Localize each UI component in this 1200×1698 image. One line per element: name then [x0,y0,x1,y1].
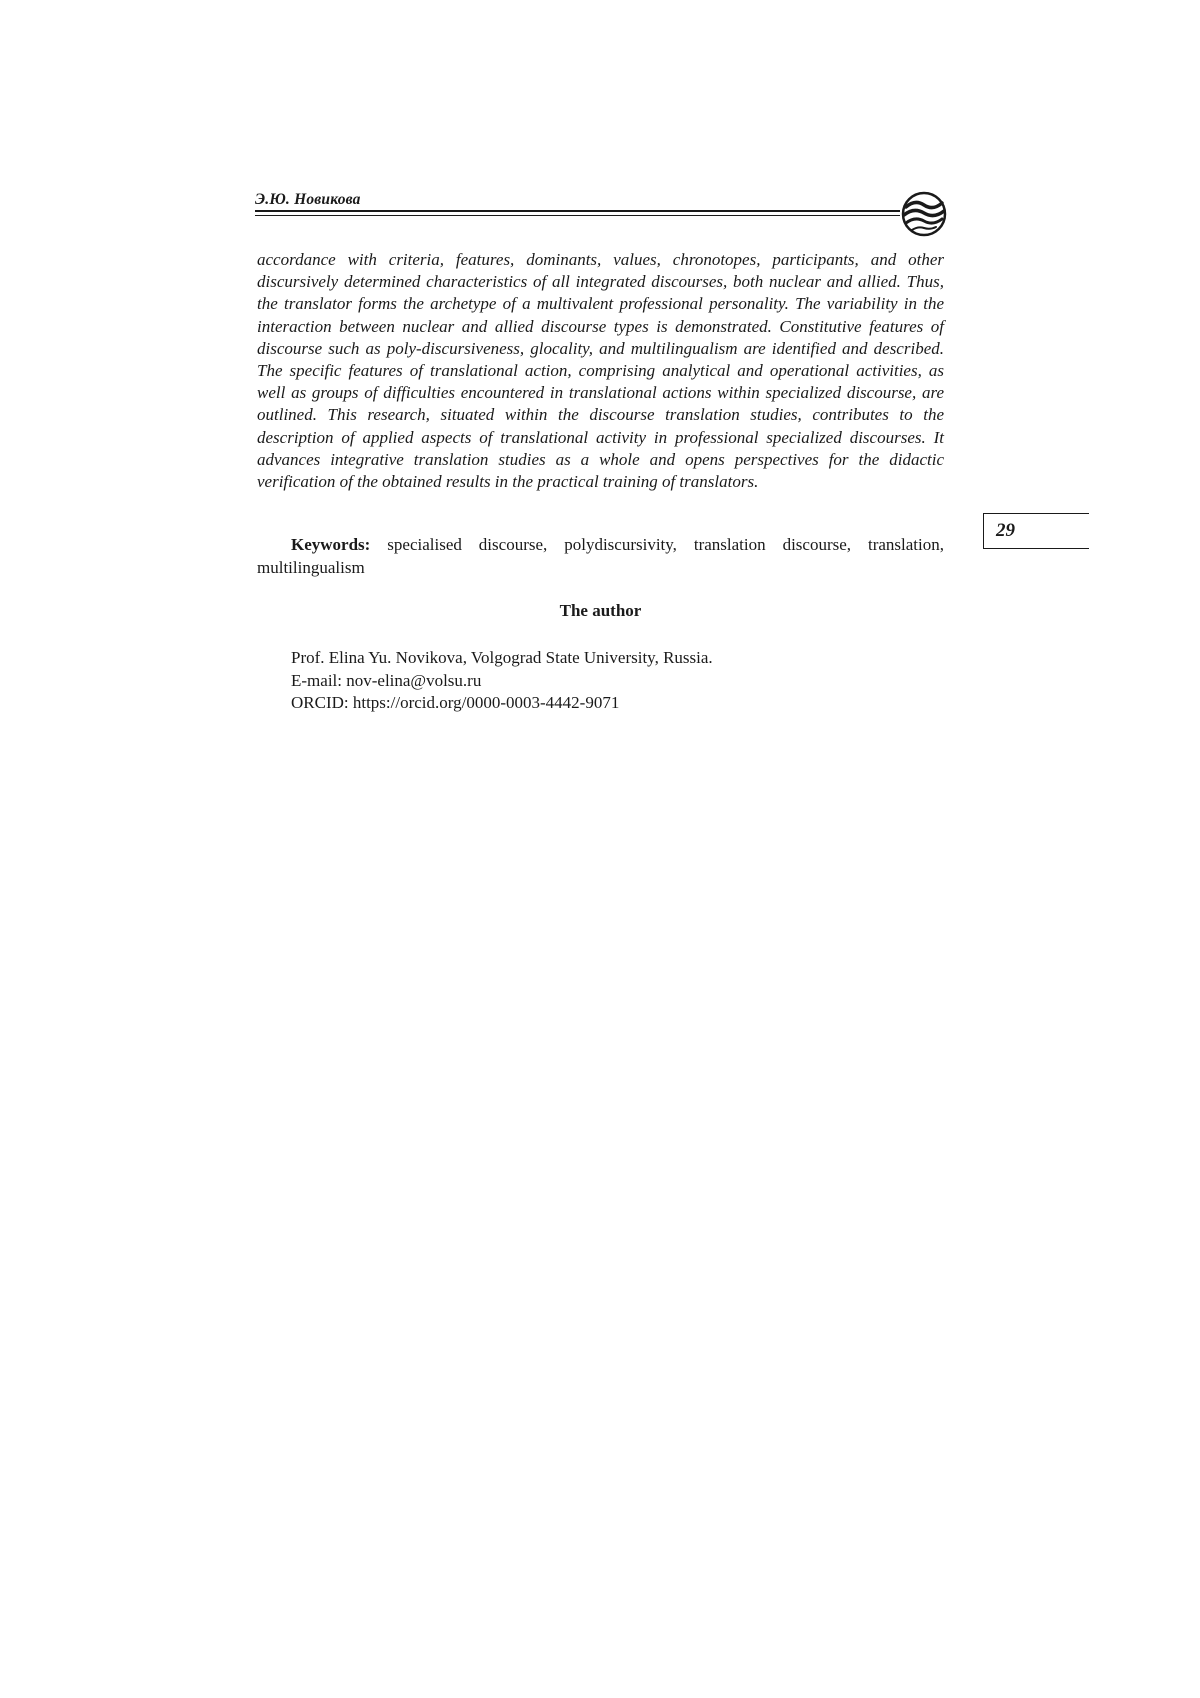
keywords-list: specialised discourse, polydiscursivity, translation discourse, translation, multilingualism [257,535,944,577]
header-rule-thin [255,215,900,216]
author-orcid: ORCID: https://orcid.org/0000-0003-4442-9071 [291,693,620,712]
abstract-text: accordance with criteria, features, dominants, values, chronotopes, participants, and other discursively determined characteristics of all integrated discourses, both nuclear and allied. Thus, the translator forms the archetype of a multivalent professional personality. The variability in the interaction between nuclear and allied discourse types is demonstrated. Constitutive features of discourse such as poly-discursiveness, glocality, and multilingualism are identified and described. The specific features of translational action, comprising analytical and operational activities, as well as groups of difficulties encountered in translational actions within specialized discourse, are outlined. This research, situated within the discourse translation studies, contributes to the description of applied aspects of translational activity in professional specialized discourses. It advances integrative translation studies as a whole and opens perspectives for the didactic verification of the obtained results in the practical training of translators. [257,250,944,492]
running-head-author: Э.Ю. Новикова [255,191,361,208]
author-name-affiliation: Prof. Elina Yu. Novikova, Volgograd State University, Russia. [291,648,713,667]
page-number: 29 [996,520,1015,541]
header-rule [255,210,900,212]
keywords-paragraph [257,534,944,579]
author-info [291,647,713,715]
journal-wave-logo-icon [900,190,948,238]
author-section-heading: The author [559,601,642,620]
keywords-label: Keywords: [291,535,371,554]
author-email: E-mail: nov-elina@volsu.ru [291,670,482,690]
page-number-box [983,513,1089,549]
